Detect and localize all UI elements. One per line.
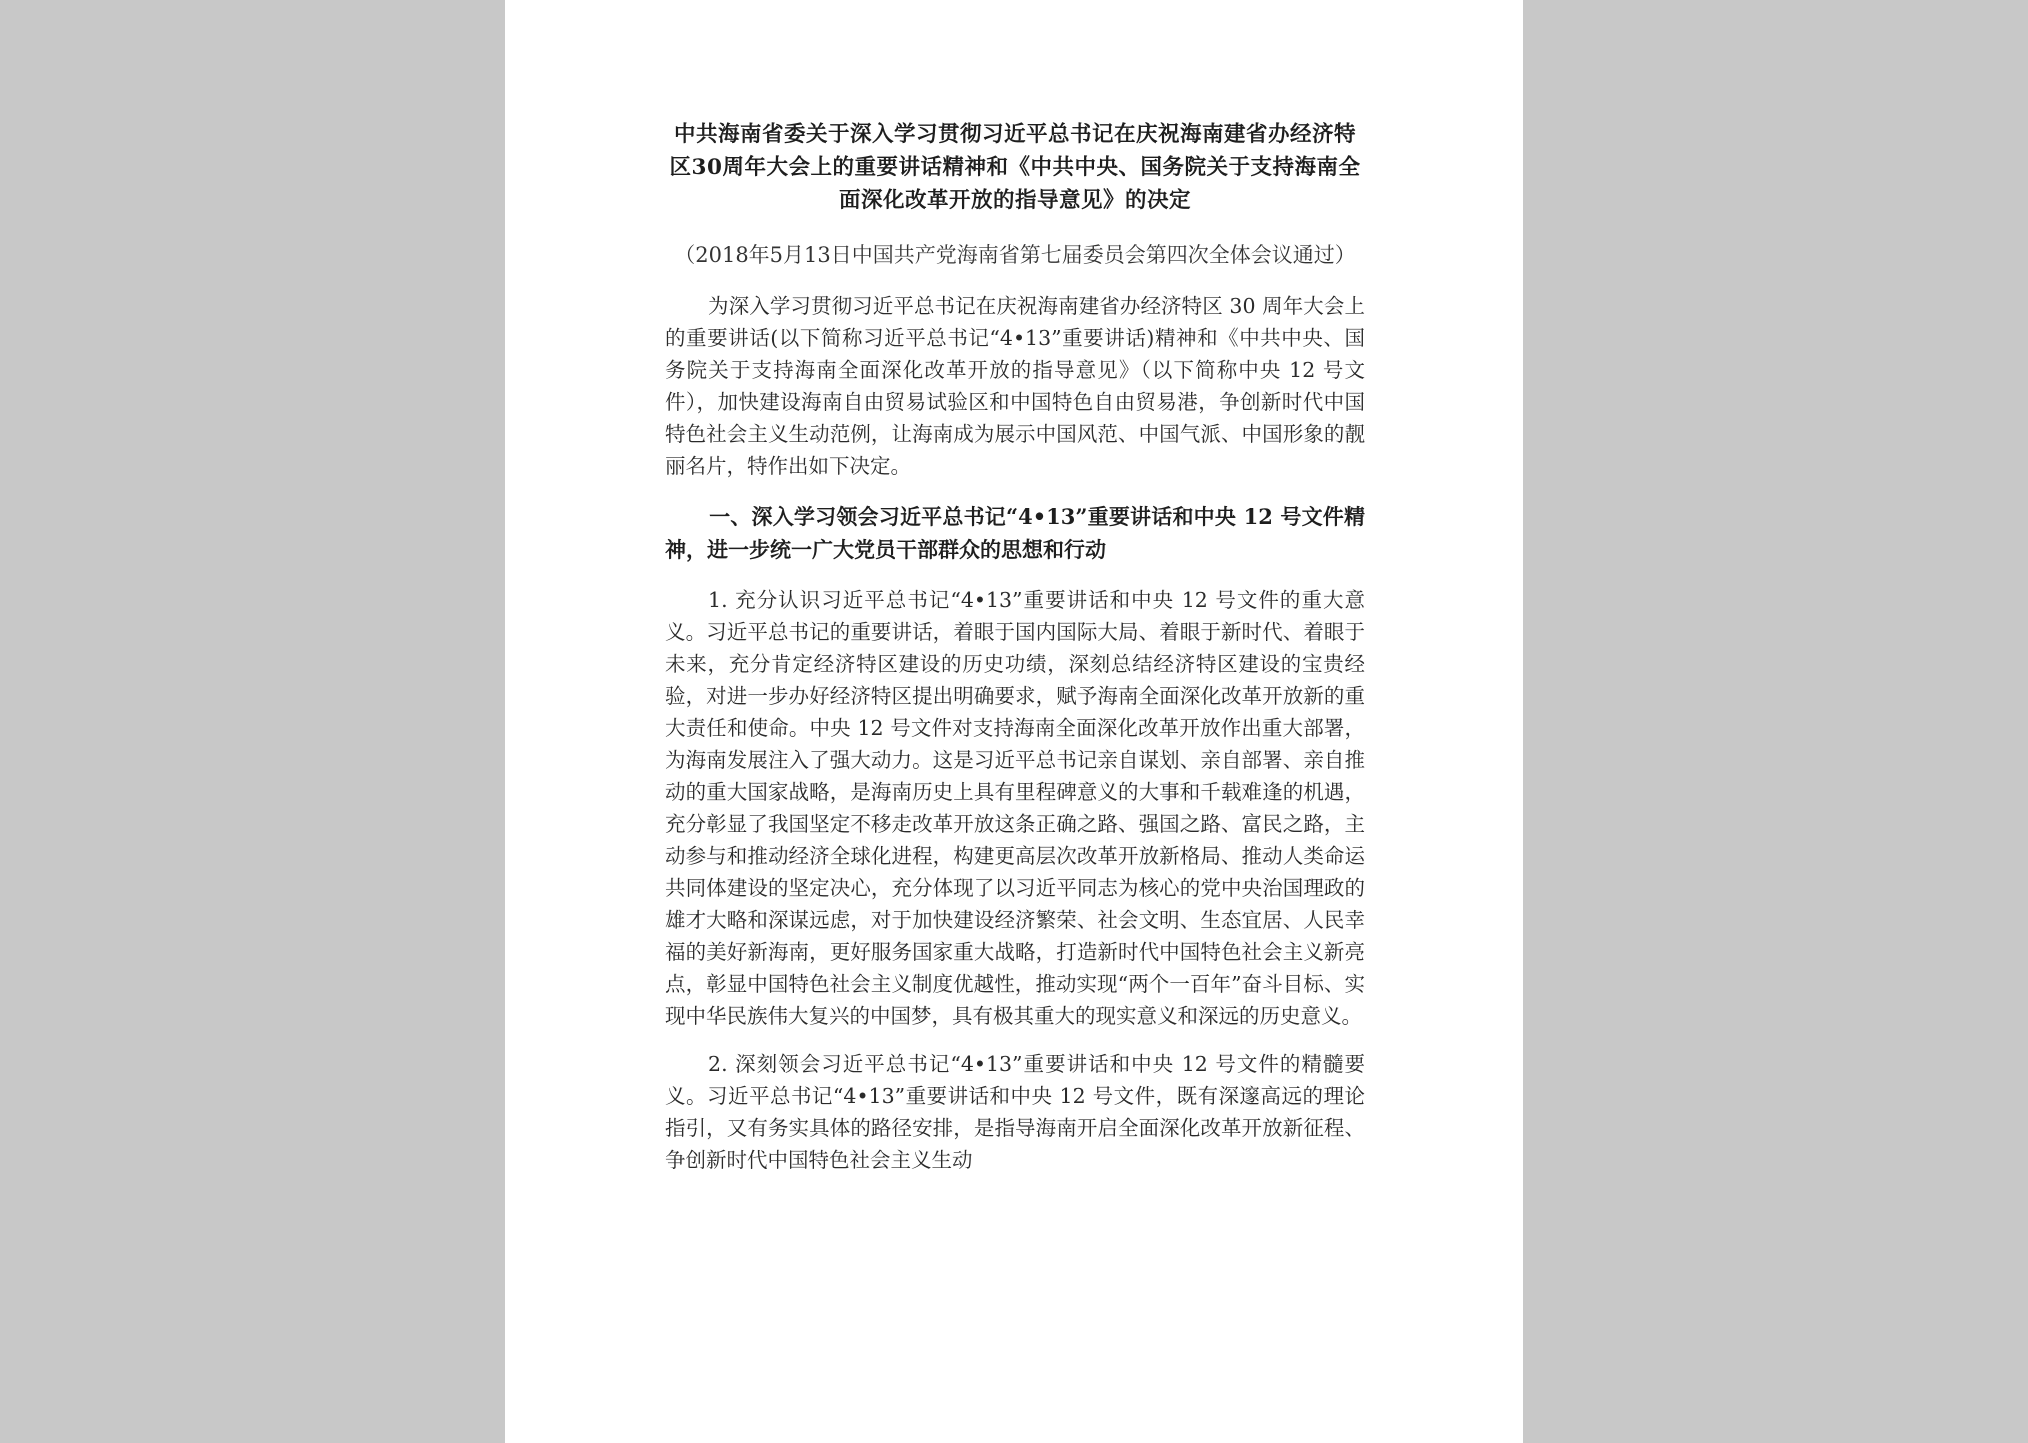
document-subtitle: （2018年5月13日中国共产党海南省第七届委员会第四次全体会议通过） <box>674 243 1356 267</box>
document-title: 中共海南省委关于深入学习贯彻习近平总书记在庆祝海南建省办经济特区30周年大会上的重要讲话精神和《中共中央、国务院关于支持海南全面深化改革开放的指导意见》的决定 <box>669 122 1361 213</box>
section-heading: 一、深入学习领会习近平总书记“4•13”重要讲话和中央 12 号文件精神，进一步统一广大党员干部群众的思想和行动 <box>665 504 1365 562</box>
document-page <box>505 0 1523 1443</box>
body-paragraph: 2. 深刻领会习近平总书记“4•13”重要讲话和中央 12 号文件的精髓要义。习近平总书记“4•13”重要讲话和中央 12 号文件，既有深邃高远的理论指引，又有务实具体的路径安排，是指导海南开启全面深化改革开放新征程、争创新时代中国特色社会主义生动 <box>665 1052 1365 1172</box>
intro-paragraph: 为深入学习贯彻习近平总书记在庆祝海南建省办经济特区 30 周年大会上的重要讲话(以下简称习近平总书记“4•13”重要讲话)精神和《中共中央、国务院关于支持海南全面深化改革开放的指导意见》（以下简称中央 12 号文件），加快建设海南自由贸易试验区和中国特色自由贸易港，争创新时代中国特色社会主义生动范例，让海南成为展示中国风范、中国气派、中国形象的靓丽名片，特作出如下决定。 <box>665 294 1365 478</box>
body-paragraph: 1. 充分认识习近平总书记“4•13”重要讲话和中央 12 号文件的重大意义。习近平总书记的重要讲话，着眼于国内国际大局、着眼于新时代、着眼于未来，充分肯定经济特区建设的历史功绩，深刻总结经济特区建设的宝贵经验，对进一步办好经济特区提出明确要求，赋予海南全面深化改革开放新的重大责任和使命。中央 12 号文件对支持海南全面深化改革开放作出重大部署，为海南发展注入了强大动力。这是习近平总书记亲自谋划、亲自部署、亲自推动的重大国家战略，是海南历史上具有里程碑意义的大事和千载难逢的机遇，充分彰显了我国坚定不移走改革开放这条正确之路、强国之路、富民之路，主动参与和推动经济全球化进程，构建更高层次改革开放新格局、推动人类命运共同体建设的坚定决心，充分体现了以习近平同志为核心的党中央治国理政的雄才大略和深谋远虑，对于加快建设经济繁荣、社会文明、生态宜居、人民幸福的美好新海南，更好服务国家重大战略，打造新时代中国特色社会主义新亮点，彰显中国特色社会主义制度优越性，推动实现“两个一百年”奋斗目标、实现中华民族伟大复兴的中国梦，具有极其重大的现实意义和深远的历史意义。 <box>665 588 1365 1028</box>
